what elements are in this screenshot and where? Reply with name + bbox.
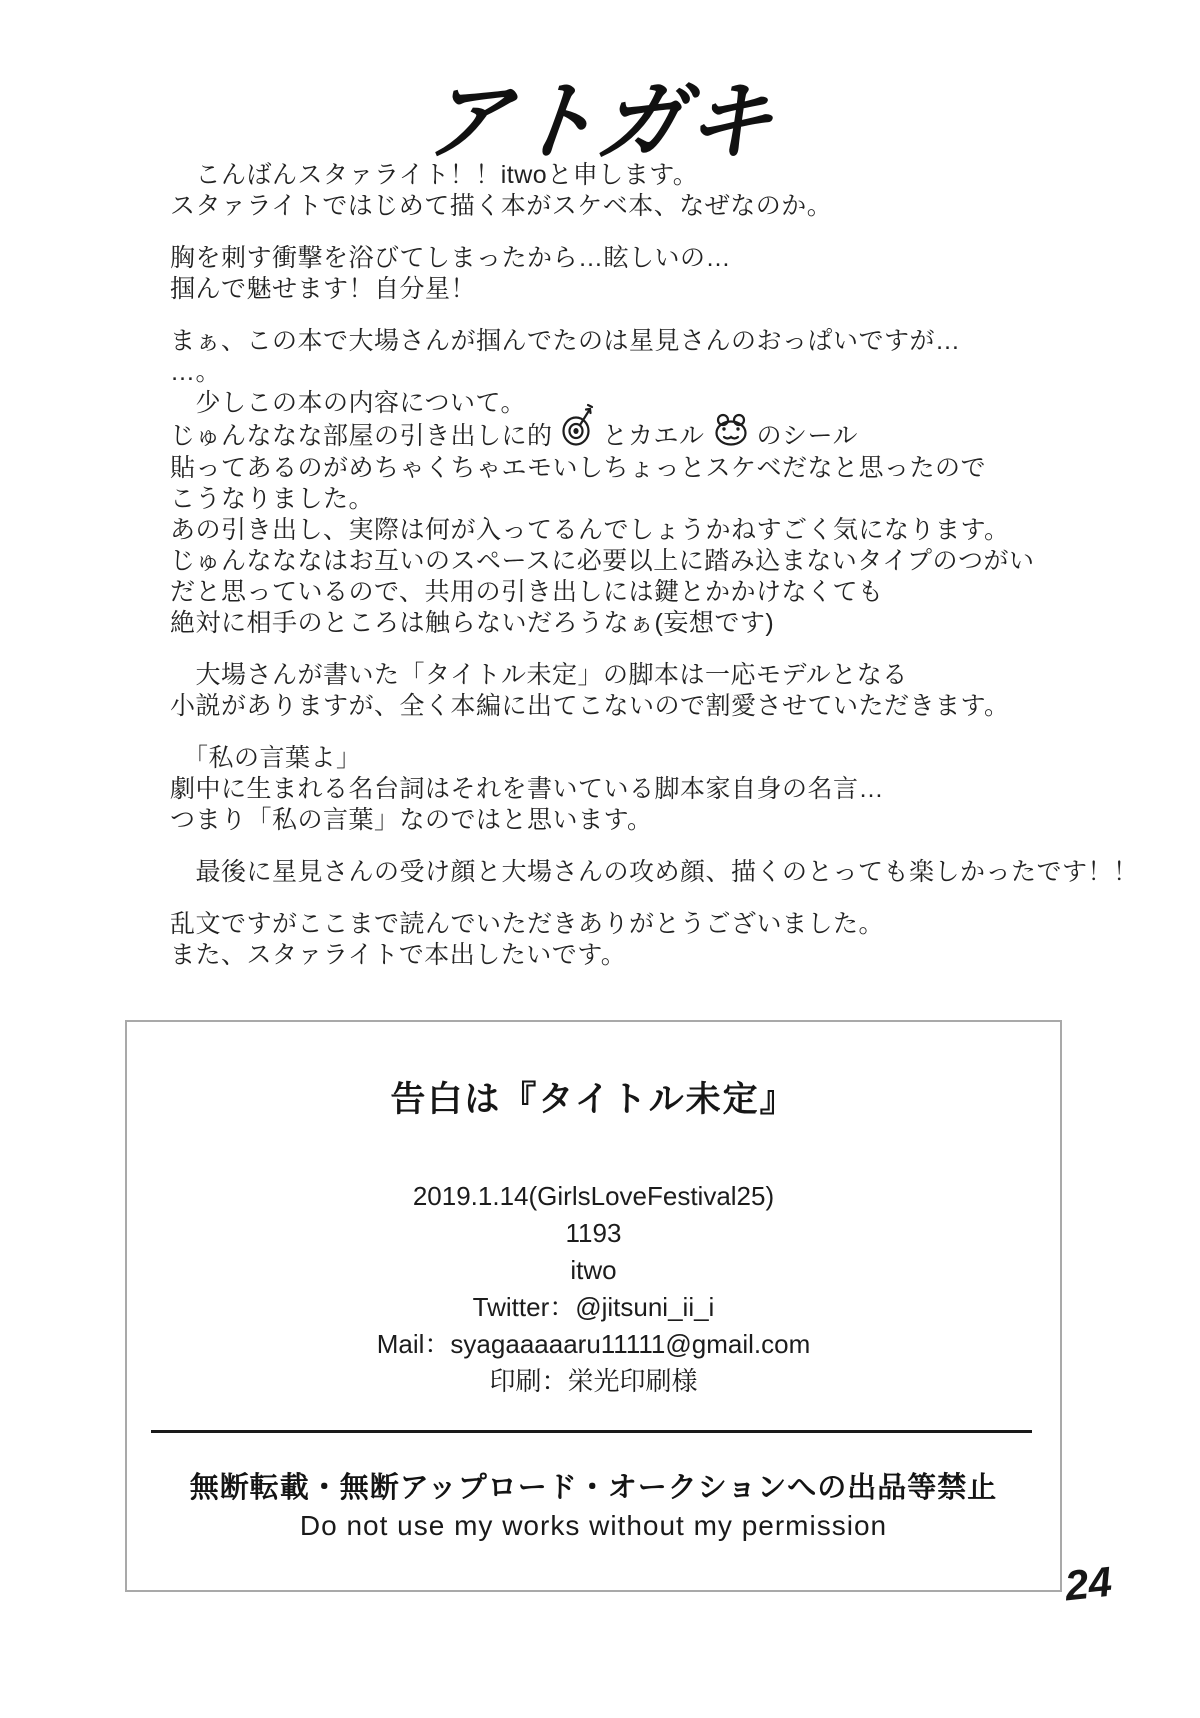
page-number: 24 xyxy=(1062,1557,1115,1610)
circle-number: 1193 xyxy=(565,1218,622,1248)
text-segment: じゅんななな部屋の引き出しに的 xyxy=(170,422,553,450)
text-line: こんばんスタァライト！！itwoと申します。 xyxy=(170,161,699,189)
mail-address: Mail：syagaaaaaru11111@gmail.com xyxy=(376,1329,811,1359)
text-line: じゅんなななはお互いのスペースに必要以上に踏み込まないタイプのつがい xyxy=(170,547,1035,575)
credits-block xyxy=(127,1178,1060,1400)
frog-sticker-icon xyxy=(711,412,751,457)
printer-credit: 印刷：栄光印刷様 xyxy=(489,1366,698,1396)
text-line: …。 xyxy=(170,358,222,386)
colophon-divider xyxy=(151,1430,1032,1433)
text-line: こうなりました。 xyxy=(170,485,375,513)
author-name: itwo xyxy=(570,1255,617,1285)
copyright-notice-en: Do not use my works without my permission xyxy=(299,1510,888,1541)
text-line: つまり「私の言葉」なのではと思います。 xyxy=(170,806,653,834)
page-title: アトガキ xyxy=(419,74,779,170)
text-line: 乱文ですがここまで読んでいただきありがとうございました。 xyxy=(170,910,885,938)
text-segment: のシール xyxy=(756,422,859,450)
event-date: 2019.1.14(GirlsLoveFestival25) xyxy=(412,1181,775,1211)
blank-line xyxy=(170,722,1100,743)
blank-line xyxy=(170,222,1100,243)
text-line: 胸を刺す衝撃を浴びてしまったから…眩しいの… xyxy=(170,244,732,272)
text-line: 少しこの本の内容について。 xyxy=(170,389,527,417)
text-segment: とカエル xyxy=(602,422,705,450)
text-line: 絶対に相手のところは触らないだろうなぁ(妄想です) xyxy=(170,609,775,637)
book-title: 告白は『タイトル未定』 xyxy=(390,1080,797,1119)
twitter-handle: Twitter：@jitsuni_ii_i xyxy=(472,1292,715,1322)
target-sticker-icon xyxy=(559,402,597,457)
text-line: 掴んで魅せます！自分星！ xyxy=(170,275,477,303)
blank-line xyxy=(170,305,1100,326)
text-line: 貼ってあるのがめちゃくちゃエモいしちょっとスケベだなと思ったので xyxy=(170,454,987,482)
text-line: また、スタァライトで本出したいです。 xyxy=(170,941,627,969)
text-line: あの引き出し、実際は何が入ってるんでしょうかねすごく気になります。 xyxy=(170,516,1010,544)
text-line: まぁ、この本で大場さんが掴んでたのは星見さんのおっぱいですが… xyxy=(170,327,961,355)
sticker-text-line xyxy=(170,419,1100,453)
blank-line xyxy=(170,836,1100,857)
blank-line xyxy=(170,639,1100,660)
text-line: だと思っているので、共用の引き出しには鍵とかかけなくても xyxy=(170,578,884,606)
text-line: 最後に星見さんの受け顔と大場さんの攻め顔、描くのとっても楽しかったです！！ xyxy=(170,858,1139,886)
colophon-box xyxy=(125,1020,1062,1592)
text-line: スタァライトではじめて描く本がスケベ本、なぜなのか。 xyxy=(170,192,833,220)
blank-line xyxy=(170,888,1100,909)
text-line: 大場さんが書いた「タイトル未定」の脚本は一応モデルとなる xyxy=(170,661,908,689)
text-line: 小説がありますが、全く本編に出てこないので割愛させていただきます。 xyxy=(170,692,1010,720)
text-line: 劇中に生まれる名台詞はそれを書いている脚本家自身の名言… xyxy=(170,775,885,803)
copyright-notice-jp: 無断転載・無断アップロード・オークションへの出品等禁止 xyxy=(189,1472,998,1504)
text-line: 「私の言葉よ」 xyxy=(170,744,362,772)
afterword-body xyxy=(170,160,1139,971)
